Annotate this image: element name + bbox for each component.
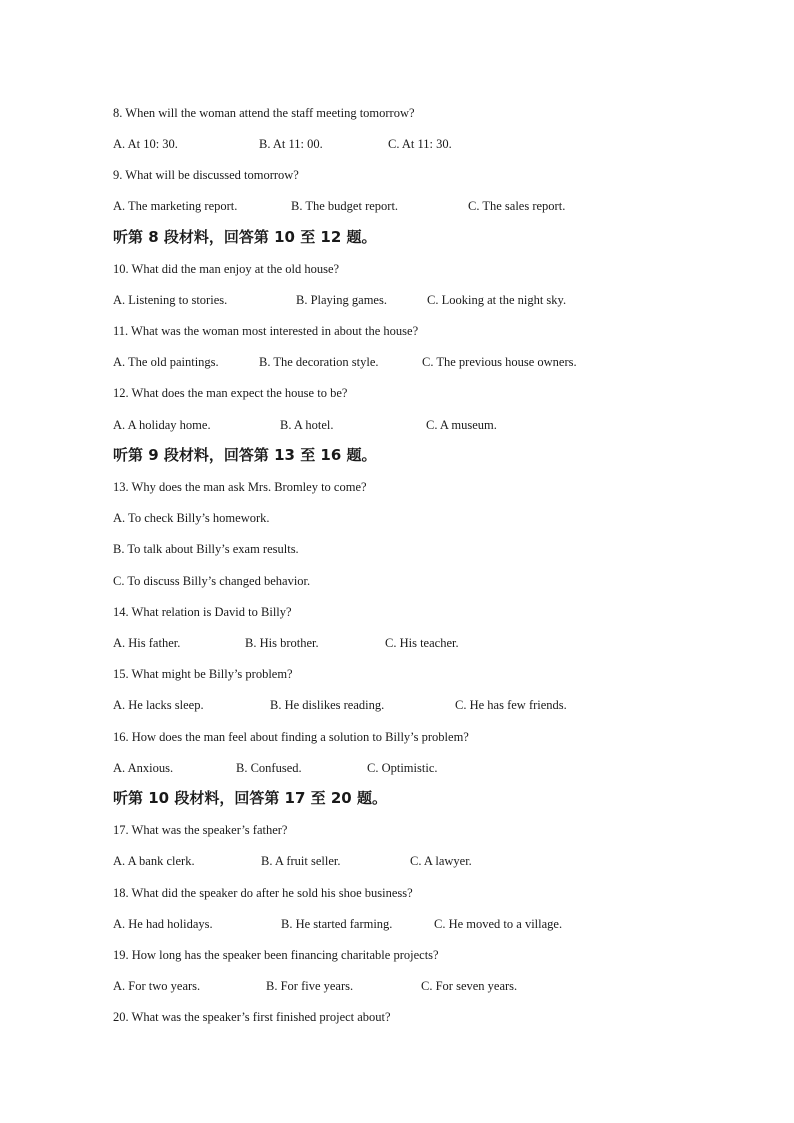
- option-b: B. Playing games.: [296, 293, 387, 307]
- option-a: A. A bank clerk.: [113, 854, 195, 868]
- option-a: A. At 10: 30.: [113, 137, 178, 151]
- option-b: B. He dislikes reading.: [270, 698, 385, 712]
- question-10: 10. What did the man enjoy at the old house?: [113, 262, 340, 276]
- option-c: C. Looking at the night sky.: [427, 293, 567, 307]
- option-a: A. For two years.: [113, 979, 201, 993]
- option-c: C. A museum.: [426, 418, 497, 432]
- question-19: 19. How long has the speaker been financing charitable projects?: [113, 948, 439, 962]
- question-13-option-a: A. To check Billy’s homework.: [113, 511, 270, 525]
- option-c: C. The previous house owners.: [422, 355, 577, 369]
- option-c: C. Optimistic.: [367, 761, 438, 775]
- question-12: 12. What does the man expect the house to be?: [113, 386, 348, 400]
- question-18: 18. What did the speaker do after he sold his shoe business?: [113, 886, 413, 900]
- option-c: C. He moved to a village.: [434, 917, 563, 931]
- option-c: C. His teacher.: [385, 636, 459, 650]
- option-c: C. At 11: 30.: [388, 137, 452, 151]
- option-b: B. The budget report.: [291, 199, 399, 213]
- option-b: B. His brother.: [245, 636, 319, 650]
- question-13: 13. Why does the man ask Mrs. Bromley to come?: [113, 480, 367, 494]
- question-20: 20. What was the speaker’s first finished project about?: [113, 1010, 391, 1024]
- option-b: B. At 11: 00.: [259, 137, 323, 151]
- option-a: A. A holiday home.: [113, 418, 211, 432]
- option-a: A. He had holidays.: [113, 917, 213, 931]
- option-b: B. Confused.: [236, 761, 302, 775]
- question-9: 9. What will be discussed tomorrow?: [113, 168, 299, 182]
- question-16: 16. How does the man feel about finding a solution to Billy’s problem?: [113, 730, 469, 744]
- option-b: B. A hotel.: [280, 418, 334, 432]
- question-8: 8. When will the woman attend the staff meeting tomorrow?: [113, 106, 415, 120]
- option-b: B. The decoration style.: [259, 355, 379, 369]
- option-c: C. The sales report.: [468, 199, 566, 213]
- question-11: 11. What was the woman most interested in about the house?: [113, 324, 419, 338]
- option-a: A. His father.: [113, 636, 181, 650]
- question-14: 14. What relation is David to Billy?: [113, 605, 292, 619]
- option-c: C. A lawyer.: [410, 854, 472, 868]
- option-c: C. For seven years.: [421, 979, 518, 993]
- question-13-option-b: B. To talk about Billy’s exam results.: [113, 542, 299, 556]
- section-heading-8: 听第 8 段材料，回答第 10 至 12 题。: [113, 228, 377, 246]
- question-17: 17. What was the speaker’s father?: [113, 823, 288, 837]
- question-15: 15. What might be Billy’s problem?: [113, 667, 293, 681]
- option-b: B. For five years.: [266, 979, 354, 993]
- option-b: B. A fruit seller.: [261, 854, 341, 868]
- option-c: C. He has few friends.: [455, 698, 567, 712]
- option-a: A. Listening to stories.: [113, 293, 228, 307]
- question-13-option-c: C. To discuss Billy’s changed behavior.: [113, 574, 311, 588]
- section-heading-9: 听第 9 段材料，回答第 13 至 16 题。: [113, 446, 377, 464]
- section-heading-10: 听第 10 段材料，回答第 17 至 20 题。: [113, 789, 387, 807]
- option-a: A. Anxious.: [113, 761, 174, 775]
- option-a: A. The marketing report.: [113, 199, 238, 213]
- option-a: A. He lacks sleep.: [113, 698, 204, 712]
- option-a: A. The old paintings.: [113, 355, 219, 369]
- option-b: B. He started farming.: [281, 917, 393, 931]
